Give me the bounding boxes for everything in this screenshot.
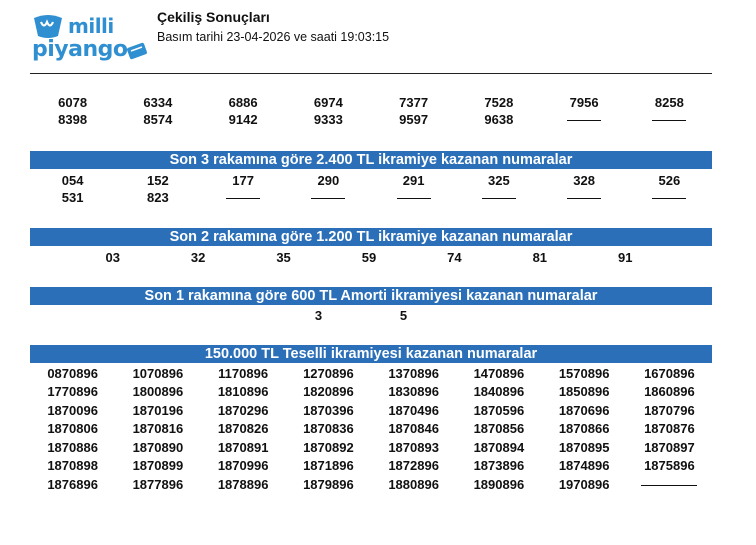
winning-number: 1810896 <box>217 384 269 400</box>
winning-number: 291 <box>402 173 425 188</box>
winning-number: 9333 <box>313 112 343 127</box>
number-row <box>30 189 712 206</box>
winning-number: 1890896 <box>473 476 525 492</box>
winning-number: 0870896 <box>47 365 98 381</box>
number-row <box>30 94 712 111</box>
son1-numbers <box>30 307 712 324</box>
winning-number: 1850896 <box>558 384 610 400</box>
winning-number: 1870898 <box>47 458 98 474</box>
empty-slot-dash <box>456 190 541 205</box>
winning-number: 8574 <box>143 112 173 127</box>
winning-number: 9597 <box>399 112 429 127</box>
empty-slot-dash <box>286 190 371 205</box>
winning-number: 6334 <box>143 95 173 110</box>
winning-number: 03 <box>105 250 120 265</box>
dash-line <box>567 120 601 121</box>
dash-line <box>397 198 431 199</box>
winning-number: 1870897 <box>644 439 695 455</box>
winning-number: 1870826 <box>217 421 269 437</box>
winning-number: 1860896 <box>644 384 695 400</box>
winning-number: 1870836 <box>303 421 354 437</box>
son2-numbers <box>30 249 712 266</box>
winning-number: 6078 <box>58 95 88 110</box>
winning-number: 1370896 <box>388 365 439 381</box>
winning-number: 9638 <box>484 112 514 127</box>
winning-number: 823 <box>147 190 169 205</box>
winning-number: 1870396 <box>303 402 354 418</box>
winning-number: 1872896 <box>388 458 439 474</box>
winning-number: 1870196 <box>132 402 184 418</box>
son1-heading: Son 1 rakamına göre 600 TL Amorti ikramiyesi kazanan numaralar <box>30 287 712 305</box>
number-row <box>30 420 712 439</box>
four-digit-numbers <box>30 94 712 128</box>
winning-number: 9142 <box>228 112 258 127</box>
dash-line <box>652 198 686 199</box>
winning-number: 1870899 <box>132 458 184 474</box>
number-row <box>30 457 712 476</box>
empty-slot-dash <box>627 477 712 492</box>
number-row <box>30 364 712 383</box>
header-divider <box>30 73 712 74</box>
winning-number: 5 <box>399 308 408 323</box>
winning-number: 91 <box>618 250 633 265</box>
winning-number: 177 <box>232 173 254 188</box>
empty-slot-dash <box>627 190 712 205</box>
dash-line <box>311 198 345 199</box>
winning-number: 1870890 <box>132 439 184 455</box>
winning-number: 152 <box>147 173 169 188</box>
winning-number: 1870856 <box>473 421 525 437</box>
dash-line <box>641 485 697 486</box>
winning-number: 1870895 <box>558 439 610 455</box>
logo-text-milli: milli <box>68 14 114 38</box>
winning-number: 74 <box>447 250 462 265</box>
number-row <box>30 401 712 420</box>
winning-number: 1871896 <box>303 458 354 474</box>
winning-number: 8258 <box>654 95 684 110</box>
winning-number: 1878896 <box>217 476 269 492</box>
winning-number: 1670896 <box>644 365 695 381</box>
number-row <box>30 438 712 457</box>
winning-number: 1870996 <box>217 458 269 474</box>
winning-number: 1880896 <box>388 476 439 492</box>
winning-number: 1830896 <box>388 384 439 400</box>
winning-number: 35 <box>276 250 291 265</box>
winning-number: 1870296 <box>217 402 269 418</box>
winning-number: 1870696 <box>558 402 610 418</box>
winning-number: 1870891 <box>217 439 269 455</box>
winning-number: 325 <box>488 173 510 188</box>
winning-number: 1870846 <box>388 421 439 437</box>
winning-number: 59 <box>361 250 377 265</box>
milli-piyango-logo <box>30 10 150 70</box>
winning-number: 1870866 <box>558 421 610 437</box>
empty-slot-dash <box>371 190 456 205</box>
page-title: Çekiliş Sonuçları <box>157 9 270 25</box>
son3-heading: Son 3 rakamına göre 2.400 TL ikramiye kazanan numaralar <box>30 151 712 169</box>
winning-number: 1800896 <box>132 384 184 400</box>
winning-number: 531 <box>61 190 84 205</box>
winning-number: 1170896 <box>218 365 269 381</box>
winning-number: 3 <box>314 308 323 323</box>
winning-number: 290 <box>317 173 340 188</box>
number-row <box>30 249 712 266</box>
teselli-heading: 150.000 TL Teselli ikramiyesi kazanan numaralar <box>30 345 712 363</box>
winning-number: 32 <box>190 250 206 265</box>
winning-number: 1070896 <box>132 365 184 381</box>
winning-number: 1570896 <box>558 365 610 381</box>
winning-number: 81 <box>532 250 548 265</box>
winning-number: 1879896 <box>303 476 354 492</box>
winning-number: 8398 <box>58 112 88 127</box>
dash-line <box>482 198 516 199</box>
winning-number: 1875896 <box>644 458 695 474</box>
winning-number: 1876896 <box>47 476 98 492</box>
number-row <box>30 383 712 402</box>
winning-number: 1870596 <box>473 402 525 418</box>
winning-number: 1870496 <box>388 402 439 418</box>
logo-text-piyango: piyango <box>32 37 128 62</box>
winning-number: 1870886 <box>47 439 98 455</box>
winning-number: 1870876 <box>644 421 695 437</box>
winning-number: 1820896 <box>303 384 354 400</box>
dash-line <box>652 120 686 121</box>
winning-number: 1470896 <box>473 365 525 381</box>
empty-slot-dash <box>201 190 286 205</box>
ticket-icon <box>126 40 148 62</box>
number-row <box>30 475 712 494</box>
winning-number: 6974 <box>313 95 343 110</box>
empty-slot-dash <box>627 112 712 127</box>
number-row <box>30 172 712 189</box>
winning-number: 1840896 <box>473 384 525 400</box>
winning-number: 1877896 <box>132 476 184 492</box>
winning-number: 1870894 <box>473 439 525 455</box>
winning-number: 7956 <box>569 95 599 110</box>
winning-number: 1874896 <box>558 458 610 474</box>
number-row <box>30 111 712 128</box>
empty-slot-dash <box>542 112 627 127</box>
winning-number: 6886 <box>228 95 258 110</box>
empty-slot-dash <box>542 190 627 205</box>
son3-numbers <box>30 172 712 206</box>
son2-heading: Son 2 rakamına göre 1.200 TL ikramiye kazanan numaralar <box>30 228 712 246</box>
winning-number: 328 <box>573 173 595 188</box>
winning-number: 1770896 <box>47 384 98 400</box>
print-timestamp: Basım tarihi 23-04-2026 ve saati 19:03:15 <box>157 30 390 44</box>
winning-number: 1870796 <box>644 402 695 418</box>
winning-number: 1270896 <box>303 365 354 381</box>
winning-number: 1870893 <box>388 439 439 455</box>
teselli-numbers <box>30 364 712 494</box>
winning-number: 1970896 <box>558 476 610 492</box>
winning-number: 1873896 <box>473 458 525 474</box>
winning-number: 7377 <box>399 95 429 110</box>
dash-line <box>226 198 260 199</box>
winning-number: 1870096 <box>47 402 98 418</box>
winning-number: 1870806 <box>47 421 98 437</box>
number-row <box>30 307 712 324</box>
winning-number: 7528 <box>484 95 514 110</box>
winning-number: 526 <box>658 173 681 188</box>
winning-number: 054 <box>61 173 84 188</box>
dash-line <box>567 198 601 199</box>
winning-number: 1870816 <box>132 421 184 437</box>
winning-number: 1870892 <box>303 439 354 455</box>
